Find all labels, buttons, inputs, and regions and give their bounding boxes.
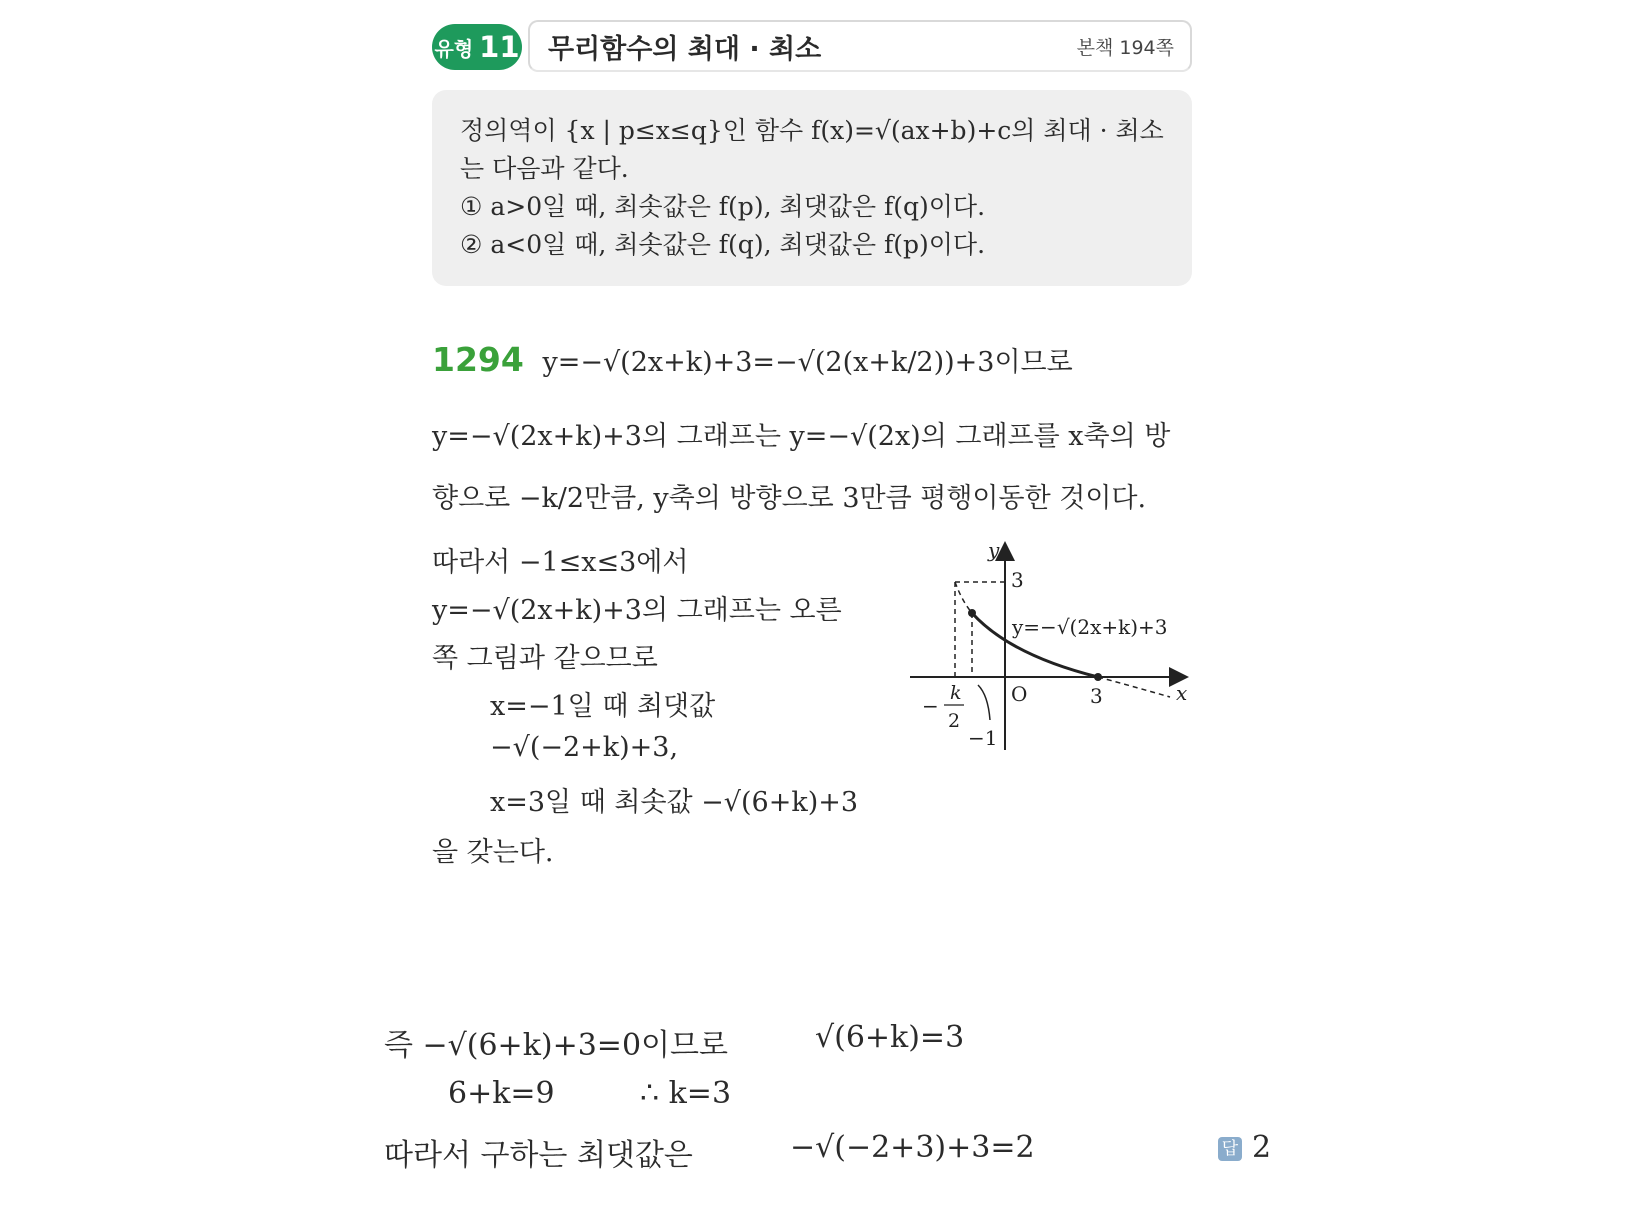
solution-line-5: y=−√(2x+k)+3의 그래프는 오른 — [432, 595, 842, 626]
x-tick-k-num: k — [950, 682, 962, 704]
title-box — [528, 20, 1192, 72]
problem-number: 1294 — [432, 340, 524, 379]
solution-line-8: −√(−2+k)+3, — [490, 732, 679, 763]
x-tick-k-sign: − — [922, 694, 939, 718]
y-axis-label: y — [988, 538, 1000, 562]
answer — [1218, 1130, 1271, 1165]
pointer-arc — [978, 685, 990, 720]
summary-line-1: 정의역이 {x | p≤x≤q}인 함수 f(x)=√(ax+b)+c의 최대 · 최소 — [460, 116, 1164, 145]
curve-dashed-right — [1098, 677, 1170, 697]
concept-summary-box — [432, 90, 1192, 286]
conclusion-line-2-right: ∴ k=3 — [640, 1076, 732, 1111]
conclusion-line-3-right: −√(−2+3)+3=2 — [790, 1130, 1035, 1165]
answer-mark-icon: 답 — [1218, 1137, 1242, 1161]
solution-line-1-text: y=−√(2x+k)+3=−√(2(x+k/2))+3이므로 — [542, 347, 1073, 378]
section-header — [432, 18, 1192, 74]
conclusion-line-3-left: 따라서 구하는 최댓값은 — [384, 1138, 693, 1173]
x-tick-k-den: 2 — [948, 710, 961, 732]
solution-line-10: 을 갖는다. — [432, 837, 554, 868]
summary-line-3: ① a>0일 때, 최솟값은 f(p), 최댓값은 f(q)이다. — [460, 192, 986, 221]
solution-line-7: x=−1일 때 최댓값 — [490, 691, 716, 722]
min-point — [1094, 673, 1102, 681]
solution-line-6: 쪽 그림과 같으므로 — [432, 643, 658, 674]
y-tick-3: 3 — [1011, 568, 1024, 592]
answer-value: 2 — [1252, 1130, 1272, 1165]
badge-label: 유형 — [434, 36, 474, 61]
curve-label: y=−√(2x+k)+3 — [1012, 615, 1168, 639]
page-reference: 본책 194쪽 — [1076, 36, 1174, 59]
x-tick-3: 3 — [1090, 684, 1103, 708]
solution-line-4: 따라서 −1≤x≤3에서 — [432, 547, 689, 578]
x-axis-label: x — [1176, 681, 1188, 705]
summary-line-2: 는 다음과 같다. — [460, 154, 629, 183]
badge-number: 11 — [479, 30, 520, 64]
conclusion-line-2-left: 6+k=9 — [448, 1076, 555, 1111]
conclusion-line-1-left: 즉 −√(6+k)+3=0이므로 — [384, 1028, 728, 1063]
solution-line-1 — [432, 340, 1073, 379]
type-badge — [432, 24, 522, 70]
section-title: 무리함수의 최대 · 최소 — [548, 33, 822, 65]
origin-label: O — [1011, 682, 1028, 706]
summary-line-4: ② a<0일 때, 최솟값은 f(q), 최댓값은 f(p)이다. — [460, 230, 986, 259]
curve-dashed-left — [955, 582, 972, 613]
solution-line-9: x=3일 때 최솟값 −√(6+k)+3 — [490, 787, 859, 818]
function-graph — [900, 535, 1200, 755]
solution-line-2: y=−√(2x+k)+3의 그래프는 y=−√(2x)의 그래프를 x축의 방 — [432, 421, 1171, 452]
conclusion-line-1-right: √(6+k)=3 — [815, 1020, 965, 1055]
max-point — [968, 609, 976, 617]
solution-line-3: 향으로 −k/2만큼, y축의 방향으로 3만큼 평행이동한 것이다. — [432, 483, 1147, 514]
x-tick-neg1: −1 — [968, 726, 998, 750]
